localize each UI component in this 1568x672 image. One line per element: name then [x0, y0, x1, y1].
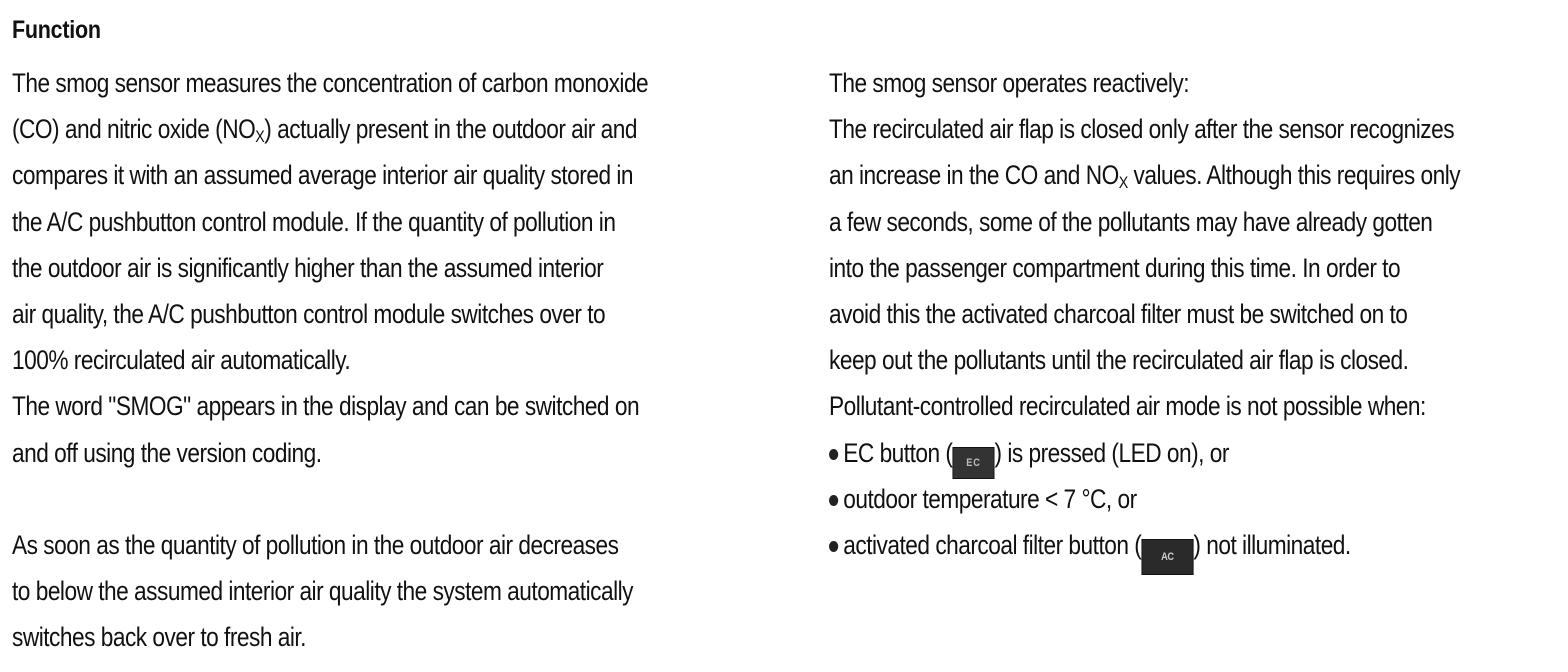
text-line: Pollutant-controlled recirculated air mode is not possible when: — [829, 391, 1426, 422]
text-fragment: ) not illuminated. — [1193, 529, 1351, 560]
text-fragment: (CO) and nitric oxide (NO — [12, 114, 256, 145]
text-line: air quality, the A/C pushbutton control module switches over to — [12, 298, 606, 329]
section-heading: Function — [12, 16, 101, 44]
text-line: into the passenger compartment during this time. In order to — [829, 252, 1401, 283]
text-line: The recirculated air flap is closed only after the sensor recognizes — [829, 114, 1455, 145]
bullet-item — [829, 476, 1442, 522]
text-fragment: ) actually present in the outdoor air and — [264, 114, 637, 145]
text-fragment: values. Although this requires only — [1127, 160, 1461, 191]
text-line: keep out the pollutants until the recirculated air flap is closed. — [829, 345, 1409, 376]
left-column — [12, 14, 772, 660]
paragraph-spacer — [12, 476, 772, 522]
text-line: avoid this the activated charcoal filter must be switched on to — [829, 298, 1408, 329]
text-line: switches back over to fresh air. — [12, 622, 306, 653]
text-line: a few seconds, some of the pollutants may have already gotten — [829, 206, 1433, 237]
text-line — [12, 106, 650, 152]
text-line: 100% recirculated air automatically. — [12, 345, 351, 376]
text-line: The word "SMOG" appears in the display and can be switched on — [12, 391, 640, 422]
text-fragment: activated charcoal filter button ( — [843, 529, 1142, 560]
subscript: X — [1118, 173, 1128, 193]
text-line — [829, 152, 1461, 198]
text-fragment: outdoor temperature < 7 °C, or — [843, 483, 1137, 514]
text-line: the A/C pushbutton control module. If the quantity of pollution in — [12, 206, 616, 237]
bullet-icon — [829, 495, 838, 506]
text-fragment: an increase in the CO and NO — [829, 160, 1119, 191]
text-line: The smog sensor operates reactively: — [829, 68, 1190, 98]
bullet-icon — [829, 449, 838, 460]
subscript: X — [255, 127, 265, 147]
bullet-item — [829, 430, 1442, 476]
text-fragment: ) is pressed (LED on), or — [994, 437, 1229, 468]
ec-button-icon: EC — [952, 447, 994, 479]
bullet-icon — [829, 541, 838, 552]
text-line: As soon as the quantity of pollution in the outdoor air decreases — [12, 529, 619, 560]
right-column — [829, 60, 1559, 568]
text-line: The smog sensor measures the concentration of carbon monoxide — [12, 68, 649, 98]
text-line: the outdoor air is significantly higher than the assumed interior — [12, 252, 604, 283]
text-line: compares it with an assumed average interior air quality stored in — [12, 160, 633, 191]
bullet-item — [829, 522, 1442, 568]
text-line: and off using the version coding. — [12, 437, 322, 468]
charcoal-filter-button-icon: AC — [1141, 539, 1193, 575]
text-fragment: EC button ( — [843, 437, 953, 468]
text-line: to below the assumed interior air quality the system automatically — [12, 576, 633, 607]
